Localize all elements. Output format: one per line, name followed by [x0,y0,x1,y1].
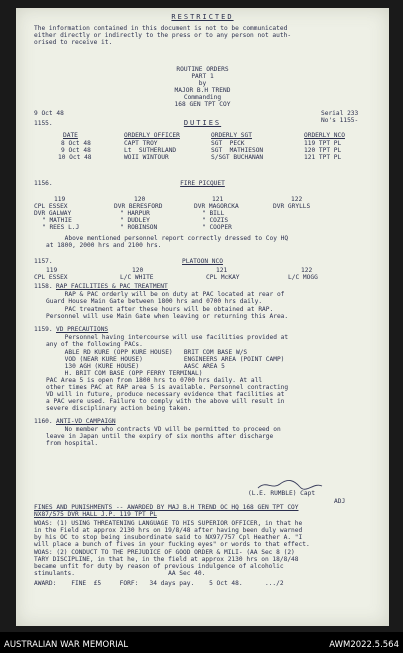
archive-accession-number: AWM2022.5.564 [329,640,399,650]
duties-row-3-date: 10 Oct 48 [58,154,92,161]
vd-line-9: VD will in future, produce necessary evidence that facilities at [46,391,285,398]
platoon-nco-unit-121: 121 [216,267,228,274]
fire-picquet-unit-119: 119 [54,196,66,203]
signature-rank: ADJ [334,498,346,505]
punishment-line-4: will place a bunch of fives in your fucking eyes" or words to that effect. [34,541,310,548]
orders-numbers: No's 1155- [321,117,359,124]
notice-line-1: The information contained in this document is not to be communicated [34,25,288,32]
vd-line-7: PAC Area 5 is open from 1800 hrs to 0700 hrs daily. At all [46,377,263,384]
platoon-nco-name-4: L/C MOGG [288,274,318,281]
restricted-marking: RESTRICTED [171,13,234,21]
anti-vd-line-3: from hospital. [46,440,99,447]
orders-part: PART 1 [191,73,214,80]
award-line: AWARD: FINE £5 FORF: 34 days pay. 5 Oct 48. .../2 [34,580,284,587]
fire-picquet-note-1: Above mentioned personnel report correctly dressed to Coy HQ [46,235,289,242]
orders-author: MAJOR B.H TREND [174,87,231,94]
punishment-line-3: by his OC to stop being insubordinate said to NX97/757 Cpl Heather A. "I [34,534,303,541]
vd-line-2: any of the following PACs. [46,341,143,348]
orders-commanding: Commanding [183,94,222,101]
orders-date: 9 Oct 48 [34,110,64,117]
duties-row-1-sgt: SGT PECK [211,140,245,147]
platoon-nco-name-1: CPL ESSEX [34,274,68,281]
orders-title: ROUTINE ORDERS [176,66,229,73]
orders-serial: Serial 233 [321,110,359,117]
rap-line-3: PAC treatment after these hours will be obtained at RAP. [46,306,274,313]
vd-line-6: H. BRIT COM BASE (OPP FERRY TERMINAL) [46,370,203,377]
punishment-line-8: stimulants. AA Sec 40. [34,570,206,577]
duties-row-3-nco: 121 TPT PL [304,154,342,161]
duties-col-date: DATE [63,132,78,139]
anti-vd-heading: ANTI-VD CAMPAIGN [56,418,116,425]
fire-picquet-note-2: at 1800, 2000 hrs and 2100 hrs. [46,242,162,249]
fire-picquet-r1-c3: DVR MAGORCKA [194,203,239,210]
rap-line-1: RAP & PAC orderly will be on duty at PAC located at rear of [46,291,285,298]
punishment-soldier: NX87/575 DVR HALL J.P. 119 TPT PL [34,511,157,518]
rap-heading: RAP FACILITIES & PAC TREATMENT [56,283,168,290]
platoon-nco-unit-120: 120 [132,267,144,274]
punishments-heading: FINES AND PUNISHMENTS -- AWARDED BY MAJ B.H TREND OC HQ 168 GEN TPT COY [34,504,299,511]
duties-col-nco: ORDERLY NCO [304,132,345,139]
fire-picquet-unit-122: 122 [291,196,303,203]
section-number-1158: 1158. [34,283,53,290]
signature-name: (L.E. RUMBLE) Capt [248,490,316,497]
duties-col-sgt: ORDERLY SGT [211,132,252,139]
rap-line-4: Personnel will use Main Gate when leaving or returning this Area. [46,313,289,320]
duties-row-1-nco: 119 TPT PL [304,140,342,147]
archive-name: AUSTRALIAN WAR MEMORIAL [4,640,129,650]
rap-line-2: Guard House Main Gate between 1800 hrs and 0700 hrs daily. [46,298,263,305]
duties-row-1-officer: CAPT TROY [124,140,158,147]
duties-row-3-sgt: S/SGT BUCHANAN [211,154,264,161]
section-number-1160: 1160. [34,418,53,425]
punishment-line-6: TARY DISCIPLINE, in that he, in the field at approx 2130 hrs on 18/8/48 [34,556,299,563]
fire-picquet-r4-c1: " REES L.J [42,224,80,231]
duties-row-2-nco: 120 TPT PL [304,147,342,154]
platoon-nco-unit-119: 119 [46,267,58,274]
fire-picquet-heading: FIRE PICQUET [180,180,225,187]
vd-line-11: severe disciplinary action being taken. [46,405,192,412]
punishment-line-1: WOAS: (1) USING THREATENING LANGUAGE TO HIS SUPERIOR OFFICER, in that he [34,520,303,527]
punishment-line-7: became unfit for duty by reason of previous indulgence of alcoholic [34,563,284,570]
document-page [16,8,389,626]
orders-unit: 168 GEN TPT COY [174,101,231,108]
platoon-nco-unit-122: 122 [301,267,313,274]
vd-line-8: other times PAC at RAP area 5 is available. Personnel contracting [46,384,289,391]
duties-row-1-date: 8 Oct 48 [61,140,91,147]
fire-picquet-r1-c4: DVR GRYLLS [273,203,311,210]
fire-picquet-r4-c3: " COOPER [202,224,232,231]
vd-precautions-heading: VD PRECAUTIONS [56,326,109,333]
fire-picquet-r4-c2: " ROBINSON [120,224,158,231]
platoon-nco-name-2: L/C WHITE [120,274,154,281]
archive-footer [0,632,403,653]
fire-picquet-r3-c1: " MATHIE [42,217,72,224]
fire-picquet-r2-c1: DVR GALWAY [34,210,72,217]
anti-vd-line-2: leave in Japan until the expiry of six months after discharge [46,433,274,440]
orders-by: by [198,80,207,87]
fire-picquet-unit-120: 120 [134,196,146,203]
notice-line-2: either directly or indirectly to the press or to any person not auth- [34,32,292,39]
vd-line-5: 130 AGH (KURE HOUSE) AASC AREA 5 [46,363,225,370]
section-number-1156: 1156. [34,180,53,187]
fire-picquet-unit-121: 121 [212,196,224,203]
duties-row-3-officer: WOII WINTOUR [124,154,169,161]
punishment-line-5: WOAS: (2) CONDUCT TO THE PREJUDICE OF GOOD ORDER & MILI- (AA Sec 8 (2) [34,549,295,556]
section-number-1155: 1155. [34,120,53,127]
platoon-nco-heading: PLATOON NCO [182,258,223,265]
vd-line-4: VOD (NEAR KURE HOUSE) ENGINEERS AREA (POINT CAMP) [46,356,285,363]
duties-row-2-officer: Lt SUTHERLAND [124,147,177,154]
anti-vd-line-1: No member who contracts VD will be permitted to proceed on [46,426,281,433]
notice-line-3: orised to receive it. [34,39,113,46]
duties-heading: DUTIES [183,119,222,127]
fire-picquet-r2-c3: " BILL [202,210,225,217]
fire-picquet-r3-c3: " COZIS [202,217,229,224]
fire-picquet-r1-c2: DVR BERESFORD [114,203,163,210]
section-number-1159: 1159. [34,326,53,333]
vd-line-1: Personnel having intercourse will use facilities provided at [46,334,289,341]
vd-line-10: a PAC were used. Failure to comply with the above will result in [46,398,285,405]
platoon-nco-name-3: CPL McKAY [206,274,240,281]
fire-picquet-r3-c2: " DUDLEY [120,217,150,224]
punishment-line-2: in the Field at approx 2130 hrs on 19/8/48 after having been duly warned [34,527,303,534]
fire-picquet-r2-c2: " HARPUR [120,210,150,217]
fire-picquet-r1-c1: CPL ESSEX [34,203,68,210]
duties-row-2-date: 9 Oct 48 [61,147,91,154]
duties-col-officer: ORDERLY OFFICER [124,132,180,139]
section-number-1157: 1157. [34,258,53,265]
vd-line-3: ABLE RD KURE (OPP KURE HOUSE) BRIT COM BASE W/S [46,349,248,356]
duties-row-2-sgt: SGT MATHIESON [211,147,264,154]
